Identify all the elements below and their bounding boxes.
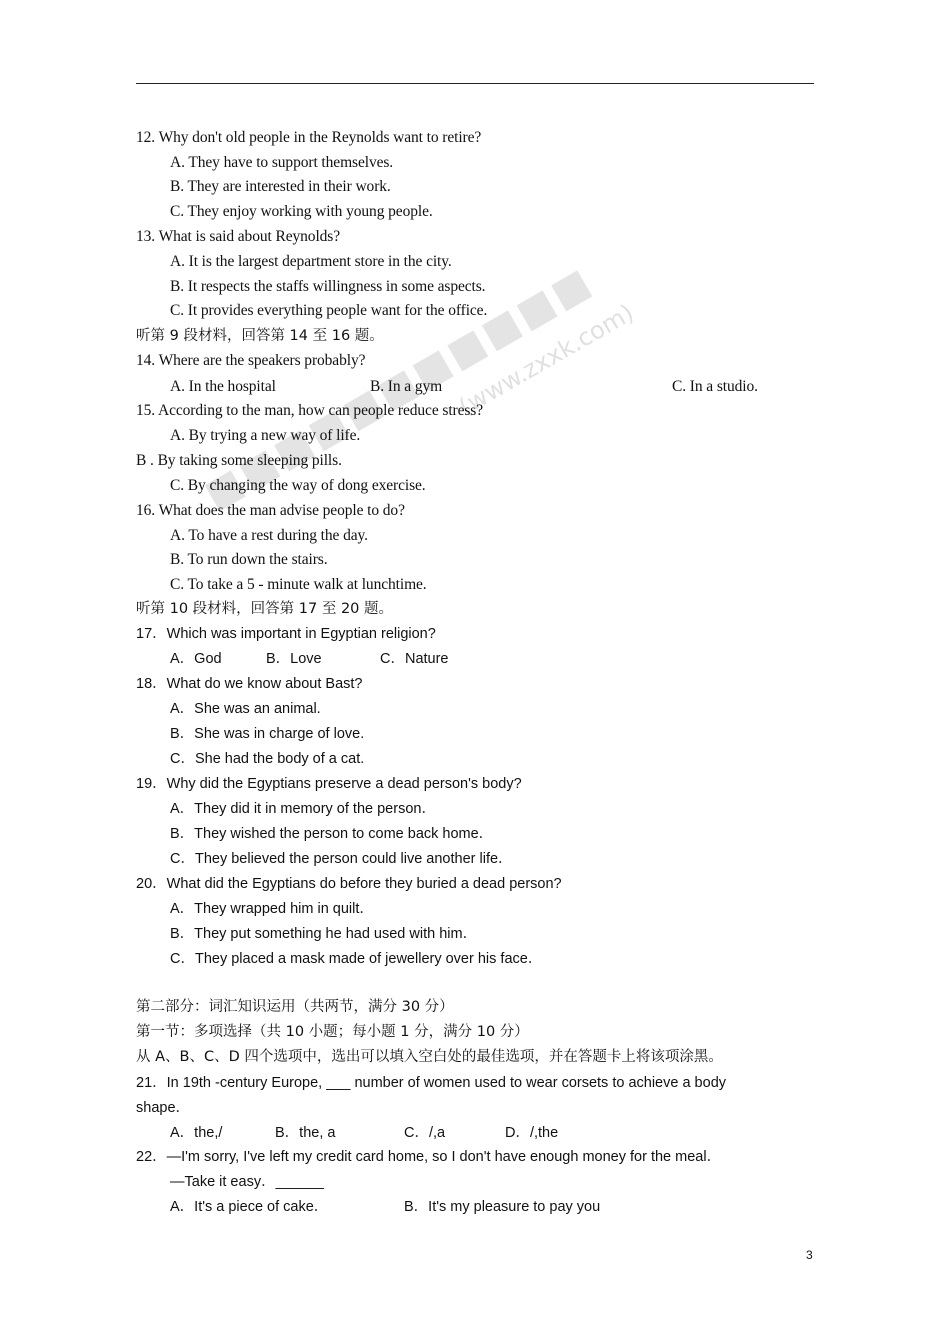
page-number: 3 [806, 1248, 813, 1262]
text-line: 21．In 19th -century Europe, ___ number of women used to wear corsets to achieve a body [136, 1075, 727, 1091]
text-line: C. They enjoy working with young people. [170, 203, 433, 220]
text-line: —Take it easy．______ [170, 1174, 324, 1190]
text-line: 12. Why don't old people in the Reynolds want to retire? [136, 129, 482, 146]
text-line: A．the,/ [170, 1125, 223, 1141]
text-line: 20．What did the Egyptians do before they buried a dead person? [136, 876, 562, 892]
text-line: B. To run down the stairs. [170, 551, 328, 568]
text-line: 听第 10 段材料，回答第 17 至 20 题。 [136, 601, 394, 617]
text-line: A．She was an animal. [170, 701, 321, 717]
text-line: C．/,a [404, 1125, 446, 1141]
text-line: 18．What do we know about Bast? [136, 676, 363, 692]
text-line: 第二部分：词汇知识运用（共两节，满分 30 分） [136, 999, 454, 1015]
text-line: C．They believed the person could live another life． [170, 851, 513, 867]
text-line: A. They have to support themselves. [170, 154, 394, 171]
text-line: 13. What is said about Reynolds? [136, 228, 341, 245]
header-rule [136, 83, 814, 84]
text-line: C．They placed a mask made of jewellery over his face． [170, 951, 543, 967]
text-line: C．Nature [380, 651, 449, 667]
text-line: C. To take a 5 - minute walk at lunchtime. [170, 576, 427, 593]
text-line: C. By changing the way of dong exercise. [170, 477, 426, 494]
text-line: B．They put something he had used with him． [170, 926, 478, 942]
text-line: A．It's a piece of cake． [170, 1199, 329, 1215]
text-line: B．the, a [275, 1125, 336, 1141]
text-line: B. They are interested in their work. [170, 178, 391, 195]
text-line: 22．—I'm sorry, I've left my credit card home, so I don't have enough money for the meal． [136, 1149, 722, 1165]
text-line: A．They did it in memory of the person． [170, 801, 436, 817]
text-line: B．Love [266, 651, 322, 667]
text-line: 19．Why did the Egyptians preserve a dead person's body? [136, 776, 522, 792]
text-line: A．God [170, 651, 222, 667]
text-line: 15. According to the man, how can people reduce stress? [136, 402, 484, 419]
text-line: B. It respects the staffs willingness in some aspects. [170, 278, 486, 295]
watermark-text: (www.zxxk.com) [454, 298, 639, 422]
text-line: 听第 9 段材料，回答第 14 至 16 题。 [136, 328, 384, 344]
text-line: B. In a gym [370, 378, 443, 395]
text-line: A. By trying a new way of life. [170, 427, 361, 444]
text-line: 17．Which was important in Egyptian religion? [136, 626, 436, 642]
text-line: 14. Where are the speakers probably? [136, 352, 366, 369]
text-line: A. In the hospital [170, 378, 276, 395]
text-line: 16. What does the man advise people to do? [136, 502, 405, 519]
text-line: C．She had the body of a cat. [170, 751, 365, 767]
text-line: 第一节：多项选择（共 10 小题；每小题 1 分，满分 10 分） [136, 1024, 529, 1040]
text-line: A. To have a rest during the day. [170, 527, 368, 544]
text-line: C. In a studio. [672, 378, 758, 395]
text-line: 从 A、B、C、D 四个选项中，选出可以填入空白处的最佳选项，并在答题卡上将该项涂黑。 [136, 1049, 723, 1065]
text-line: A. It is the largest department store in the city. [170, 253, 452, 270]
text-line: C. It provides everything people want for the office. [170, 302, 488, 319]
text-line: B．She was in charge of love. [170, 726, 365, 742]
text-line: shape． [136, 1100, 191, 1116]
text-line: A．They wrapped him in quilt． [170, 901, 374, 917]
text-line: B．It's my pleasure to pay you [404, 1199, 601, 1215]
text-line: D．/,the [505, 1125, 559, 1141]
text-line: B . By taking some sleeping pills. [136, 452, 342, 469]
text-line: B．They wished the person to come back home． [170, 826, 494, 842]
